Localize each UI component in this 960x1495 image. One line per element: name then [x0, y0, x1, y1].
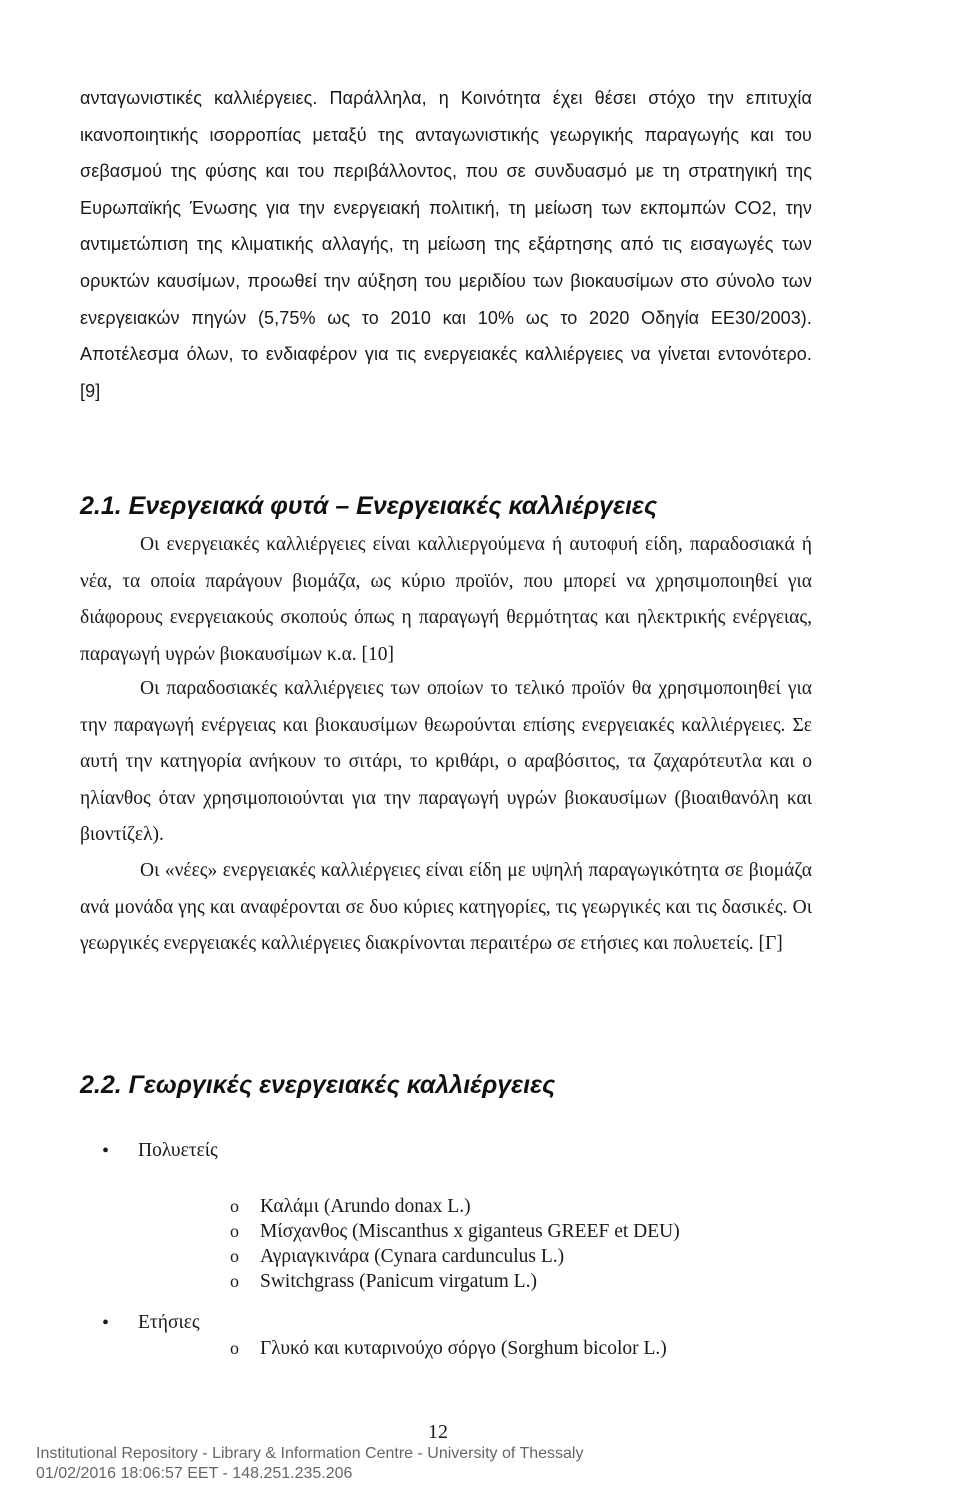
perennial-list [80, 1136, 840, 1294]
annual-sublist [138, 1336, 840, 1361]
list-item: o Γλυκό και κυταρινούχο σόργο (Sorghum bicolor L.) [138, 1336, 840, 1361]
footer-timestamp: 01/02/2016 18:06:57 EET - 148.251.235.206 [36, 1465, 353, 1482]
bullet-perennial [80, 1136, 840, 1294]
list-item: o Switchgrass (Panicum virgatum L.) [138, 1269, 840, 1294]
list-item: o Μίσχανθος (Miscanthus x giganteus GREEF et DEU) [138, 1219, 840, 1244]
annual-list [80, 1308, 840, 1361]
bullet-annual [80, 1308, 840, 1361]
bullet-label: Ετήσιες [138, 1312, 200, 1333]
list-item: o Καλάμι (Arundo donax L.) [138, 1194, 840, 1219]
list-item: o Αγριαγκινάρα (Cynara cardunculus L.) [138, 1244, 840, 1269]
bullet-label: Πολυετείς [138, 1140, 218, 1161]
page-number: 12 [428, 1421, 448, 1443]
paragraph-energy-crops-definition: Οι ενεργειακές καλλιέργειες είναι καλλιεργούμενα ή αυτοφυή είδη, παραδοσιακά ή νέα, τα οποία παράγουν βιομάζα, ως κύριο προϊόν, που μπορεί να χρησιμοποιηθεί για διάφορους ενεργειακούς σκοπούς όπως η παραγωγή θερμότητας και ηλεκτρικής ενέργειας, παραγωγή υγρών βιοκαυσίμων κ.α. [10] [80, 534, 812, 665]
section-heading-2-1: 2.1. Ενεργειακά φυτά – Ενεργειακές καλλιέργειες [80, 492, 658, 520]
paragraph-intro: ανταγωνιστικές καλλιέργειες. Παράλληλα, η Κοινότητα έχει θέσει στόχο την επιτυχία ικανοποιητικής ισορροπίας μεταξύ της ανταγωνιστικής γεωργικής παραγωγής και του σεβασμού της φύσης και του περιβάλλοντος, που σε συνδυασμό με τη στρατηγική της Ευρωπαϊκής Ένωσης για την ενεργειακή πολιτική, τη μείωση των εκπομπών CO2, την αντιμετώπιση της κλιματικής αλλαγής, τη μείωση της εξάρτησης από τις εισαγωγές των ορυκτών καυσίμων, προωθεί την αύξηση του μεριδίου των βιοκαυσίμων στο σύνολο των ενεργειακών πηγών (5,75% ως το 2010 και 10% ως το 2020 Οδηγία ΕΕ30/2003). Αποτέλεσμα όλων, το ενδιαφέρον για τις ενεργειακές καλλιέργειες να γίνεται εντονότερο. [9] [80, 88, 812, 401]
section-heading-2-2: 2.2. Γεωργικές ενεργειακές καλλιέργειες [80, 1071, 556, 1099]
paragraph-traditional-crops: Οι παραδοσιακές καλλιέργειες των οποίων το τελικό προϊόν θα χρησιμοποιηθεί για την παραγωγή ενέργειας και βιοκαυσίμων θεωρούνται επίσης ενεργειακές καλλιέργειες. Σε αυτή την κατηγορία ανήκουν το σιτάρι, το κριθάρι, ο αραβόσιτος, τα ζαχαρότευτλα και ο ηλίανθος όταν χρησιμοποιούνται για την παραγωγή υγρών βιοκαυσίμων (βιοαιθανόλη και βιοντίζελ). [80, 678, 812, 846]
perennial-sublist [138, 1194, 840, 1294]
footer-repository: Institutional Repository - Library & Information Centre - University of Thessaly [36, 1445, 584, 1462]
paragraph-new-crops: Οι «νέες» ενεργειακές καλλιέργειες είναι είδη με υψηλή παραγωγικότητα σε βιομάζα ανά μονάδα γης και αναφέρονται σε δυο κύριες κατηγορίες, τις γεωργικές και τις δασικές. Οι γεωργικές ενεργειακές καλλιέργειες διακρίνονται περαιτέρω σε ετήσιες και πολυετείς. [Γ] [80, 860, 812, 955]
